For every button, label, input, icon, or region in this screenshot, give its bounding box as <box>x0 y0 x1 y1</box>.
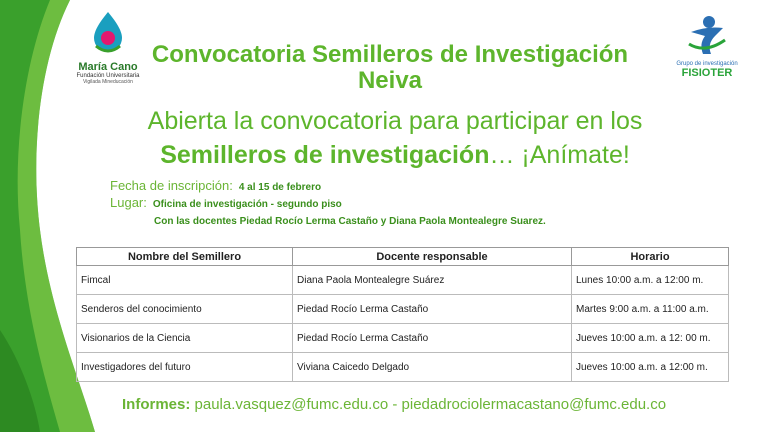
footer-emails[interactable]: paula.vasquez@fumc.edu.co - piedadrociolermacastano@fumc.edu.co <box>194 396 667 413</box>
title-line-2: Neiva <box>357 67 423 94</box>
fecha-label: Fecha de inscripción: <box>110 178 233 193</box>
logo-left-sub: Fundación Universitaria <box>76 73 140 79</box>
table-row <box>77 295 729 324</box>
cell-horario: Lunes 10:00 a.m. a 12:00 m. <box>572 266 729 295</box>
cell-docente: Viviana Caicedo Delgado <box>293 353 572 382</box>
cell-horario: Martes 9:00 a.m. a 11:00 a.m. <box>572 295 729 324</box>
lugar-value: Oficina de investigación - segundo piso <box>152 199 342 210</box>
cell-nombre: Fimcal <box>77 266 293 295</box>
cell-nombre: Senderos del conocimiento <box>77 295 293 324</box>
semilleros-table <box>76 247 729 382</box>
logo-left-sub2: Vigilada Mineducación <box>83 79 133 85</box>
logo-right-name: FISIOTER <box>681 67 733 79</box>
cell-docente: Piedad Rocío Lerma Castaño <box>293 295 572 324</box>
cell-docente: Piedad Rocío Lerma Castaño <box>293 324 572 353</box>
headline <box>130 104 660 172</box>
docentes-value: Con las docentes Piedad Rocío Lerma Castaño y Diana Paola Montealegre Suarez. <box>154 216 546 227</box>
headline-bold: Semilleros de investigación <box>160 141 490 169</box>
title-line-1: Convocatoria Semilleros de Investigación <box>151 41 629 68</box>
table-row <box>77 324 729 353</box>
cell-nombre: Investigadores del futuro <box>77 353 293 382</box>
col-header-nombre: Nombre del Semillero <box>77 248 293 266</box>
maria-cano-emblem-icon <box>88 10 128 54</box>
headline-line-1: Abierta la convocatoria para participar en los <box>147 107 643 135</box>
cell-horario: Jueves 10:00 a.m. a 12:00 m. <box>572 353 729 382</box>
fecha-value: 4 al 15 de febrero <box>238 182 322 193</box>
col-header-horario: Horario <box>572 248 729 266</box>
table-header-row <box>77 248 729 266</box>
headline-rest: … ¡Anímate! <box>489 141 630 169</box>
cell-docente: Diana Paola Montealegre Suárez <box>293 266 572 295</box>
table-row <box>77 353 729 382</box>
footer-label: Informes: <box>122 396 191 413</box>
table-row <box>77 266 729 295</box>
col-header-docente: Docente responsable <box>293 248 572 266</box>
fisioter-logo <box>672 14 742 79</box>
logo-right-group: Grupo de investigación <box>676 61 738 67</box>
page-title <box>140 42 640 94</box>
fisioter-figure-icon <box>685 14 729 56</box>
logo-left-name: María Cano <box>78 61 138 73</box>
cell-nombre: Visionarios de la Ciencia <box>77 324 293 353</box>
maria-cano-logo <box>68 10 148 85</box>
info-block <box>110 178 546 229</box>
cell-horario: Jueves 10:00 a.m. a 12: 00 m. <box>572 324 729 353</box>
lugar-label: Lugar: <box>110 195 147 210</box>
footer-contact <box>122 396 666 413</box>
